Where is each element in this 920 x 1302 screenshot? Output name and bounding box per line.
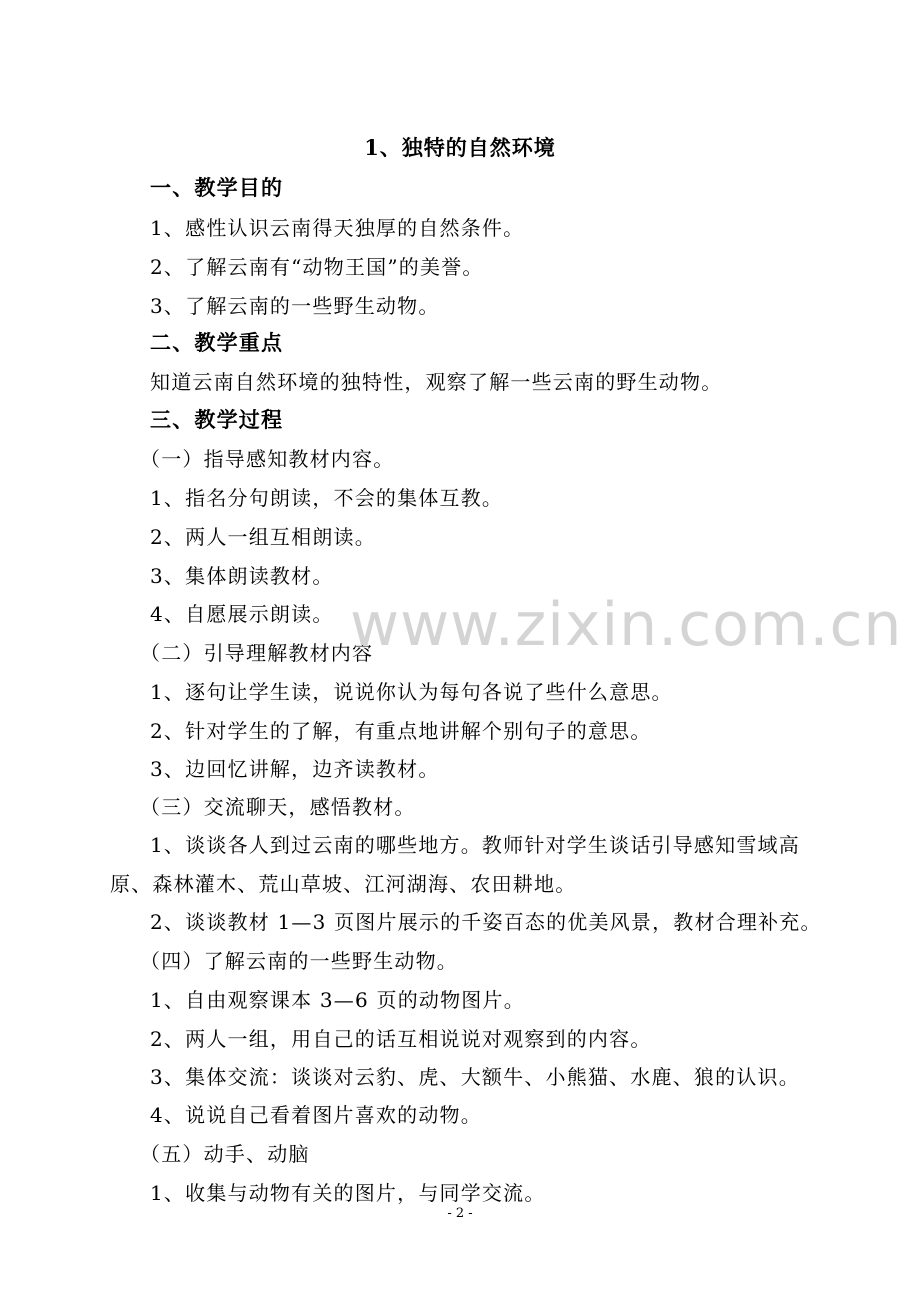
- process-item-continued: 原、森林灌木、荒山草坡、江河湖海、农田耕地。: [110, 872, 577, 896]
- section-heading-goals: 一、教学目的: [150, 175, 284, 200]
- goal-item: 1、感性认识云南得天独厚的自然条件。: [150, 216, 525, 240]
- page-number: - 2 -: [447, 1206, 473, 1221]
- document-title: 1、独特的自然环境: [364, 135, 556, 160]
- process-item: 2、两人一组互相朗读。: [150, 525, 376, 549]
- process-item: 2、谈谈教材 1—3 页图片展示的千姿百态的优美风景，教材合理补充。: [150, 910, 822, 934]
- process-item: 2、两人一组，用自己的话互相说说对观察到的内容。: [150, 1027, 652, 1051]
- goal-item: 2、了解云南有“动物王国”的美誉。: [150, 255, 484, 279]
- process-item: 3、集体朗读教材。: [150, 564, 334, 588]
- key-point-text: 知道云南自然环境的独特性，观察了解一些云南的野生动物。: [150, 370, 723, 394]
- process-item: 1、谈谈各人到过云南的哪些地方。教师针对学生谈话引导感知雪域高: [150, 833, 800, 857]
- process-item: 4、自愿展示朗读。: [150, 602, 334, 626]
- process-subheading: （五）动手、动脑: [140, 1142, 310, 1166]
- goal-item: 3、了解云南的一些野生动物。: [150, 294, 440, 318]
- process-item: 1、自由观察课本 3—6 页的动物图片。: [150, 988, 525, 1012]
- process-item: 3、边回忆讲解，边齐读教材。: [150, 757, 440, 781]
- process-item: 1、逐句让学生读，说说你认为每句各说了些什么意思。: [150, 680, 673, 704]
- process-item: 1、指名分句朗读，不会的集体互教。: [150, 486, 504, 510]
- section-heading-key-point: 二、教学重点: [150, 330, 284, 355]
- section-heading-process: 三、教学过程: [150, 407, 284, 432]
- process-item: 3、集体交流：谈谈对云豹、虎、大额牛、小熊猫、水鹿、狼的认识。: [150, 1065, 800, 1089]
- process-item: 1、收集与动物有关的图片，与同学交流。: [150, 1181, 546, 1205]
- process-subheading: （四）了解云南的一些野生动物。: [140, 949, 458, 973]
- process-subheading: （三）交流聊天，感悟教材。: [140, 795, 416, 819]
- watermark: www.zixin.com.cn: [350, 590, 903, 660]
- process-subheading: （一）指导感知教材内容。: [140, 447, 395, 471]
- process-subheading: （二）引导理解教材内容: [140, 641, 374, 665]
- process-item: 4、说说自己看着图片喜欢的动物。: [150, 1103, 482, 1127]
- process-item: 2、针对学生的了解，有重点地讲解个别句子的意思。: [150, 719, 652, 743]
